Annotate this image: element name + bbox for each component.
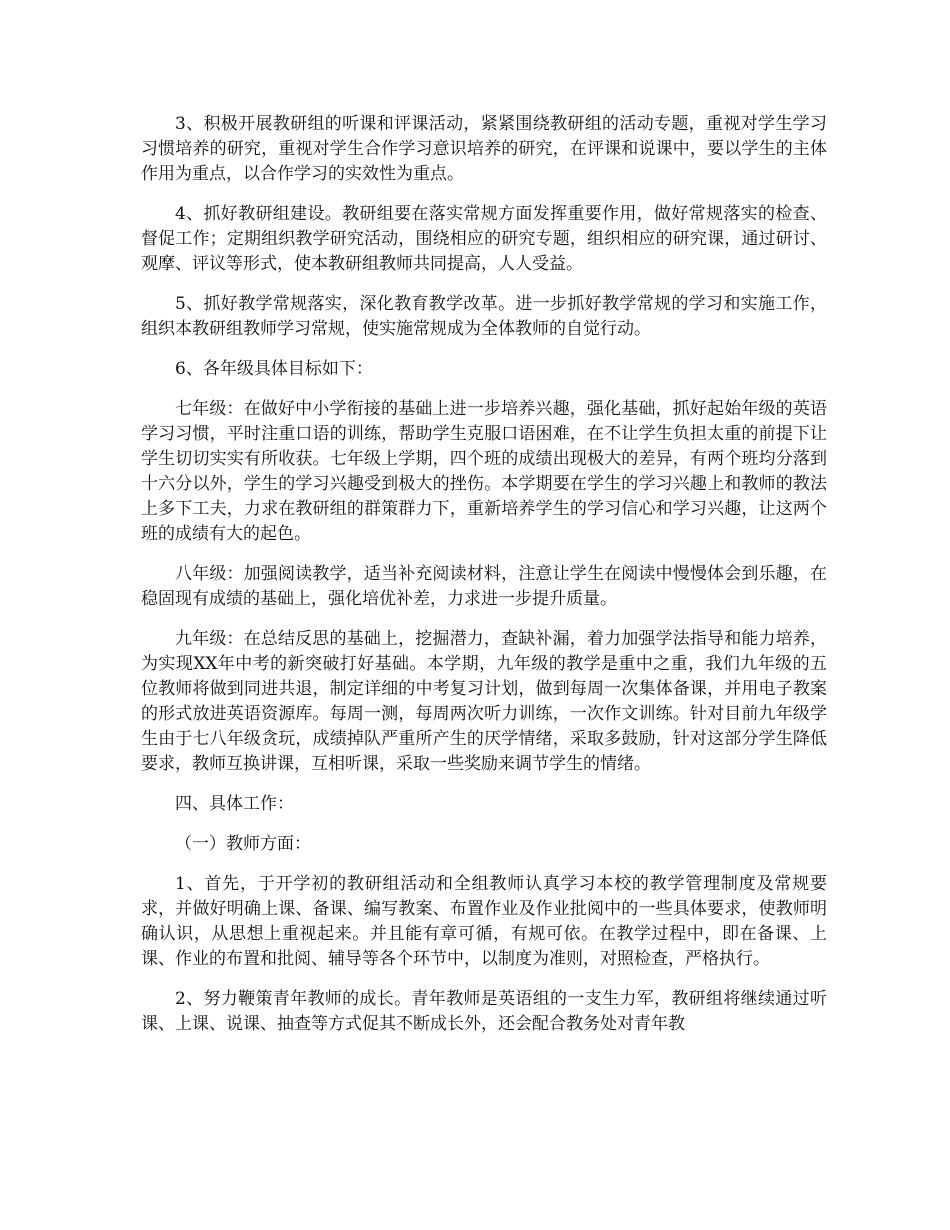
section-heading-specific-work: 四、具体工作： xyxy=(175,794,294,814)
document-page xyxy=(141,112,827,1052)
paragraph-4-group-building: 4、抓好教研组建设。教研组要在落实常规方面发挥重要作用，做好常规落实的检查、督促工作；定期组织教学研究活动，围绕相应的研究专题，组织相应的研究课，通过研讨、观摩、评议等形式，使本教研组教师共同提高，人人受益。 xyxy=(141,204,827,274)
paragraph-6-grade-goals: 6、各年级具体目标如下： xyxy=(175,359,373,379)
paragraph-grade-8: 八年级：加强阅读教学，适当补充阅读材料，注意让学生在阅读中慢慢体会到乐趣，在稳固现有成绩的基础上，强化培优补差，力求进一步提升质量。 xyxy=(141,564,827,609)
subsection-heading-teachers: （一）教师方面： xyxy=(175,834,311,854)
paragraph-teacher-item-1: 1、首先，于开学初的教研组活动和全组教师认真学习本校的教学管理制度及常规要求，并做好明确上课、备课、编写教案、布置作业及作业批阅中的一些具体要求，使教师明确认识，从思想上重视起来。并且能有章可循，有规可依。在教学过程中，即在备课、上课、作业的布置和批阅、辅导等各个环节中，以制度为准则，对照检查，严格执行。 xyxy=(141,874,827,969)
paragraph-3-listening-evaluation: 3、积极开展教研组的听课和评课活动，紧紧围绕教研组的活动专题，重视对学生学习习惯培养的研究，重视对学生合作学习意识培养的研究，在评课和说课中，要以学生的主体作用为重点，以合作学习的实效性为重点。 xyxy=(141,114,827,184)
paragraph-5-teaching-routine: 5、抓好教学常规落实，深化教育教学改革。进一步抓好教学常规的学习和实施工作，组织本教研组教师学习常规，使实施常规成为全体教师的自觉行动。 xyxy=(141,294,827,339)
paragraph-grade-9: 九年级：在总结反思的基础上，挖掘潜力，查缺补漏，着力加强学法指导和能力培养，为实现XX年中考的新突破打好基础。本学期，九年级的教学是重中之重，我们九年级的五位教师将做到同进共退，制定详细的中考复习计划，做到每周一次集体备课，并用电子教案的形式放进英语资源库。每周一测，每周两次听力训练，一次作文训练。针对目前九年级学生由于七八年级贪玩，成绩掉队严重所产生的厌学情绪，采取多鼓励，针对这部分学生降低要求，教师互换讲课，互相听课，采取一些奖励来调节学生的情绪。 xyxy=(141,629,827,774)
paragraph-teacher-item-2: 2、努力鞭策青年教师的成长。青年教师是英语组的一支生力军，教研组将继续通过听课、上课、说课、抽查等方式促其不断成长外，还会配合教务处对青年教 xyxy=(141,989,827,1034)
paragraph-grade-7: 七年级：在做好中小学衔接的基础上进一步培养兴趣，强化基础，抓好起始年级的英语学习习惯，平时注重口语的训练，帮助学生克服口语困难，在不让学生负担太重的前提下让学生切切实实有所收获。七年级上学期，四个班的成绩出现极大的差异，有两个班均分落到十六分以外，学生的学习兴趣受到极大的挫伤。本学期要在学生的学习兴趣上和教师的教法上多下工夫，力求在教研组的群策群力下，重新培养学生的学习信心和学习兴趣，让这两个班的成绩有大的起色。 xyxy=(141,399,827,544)
